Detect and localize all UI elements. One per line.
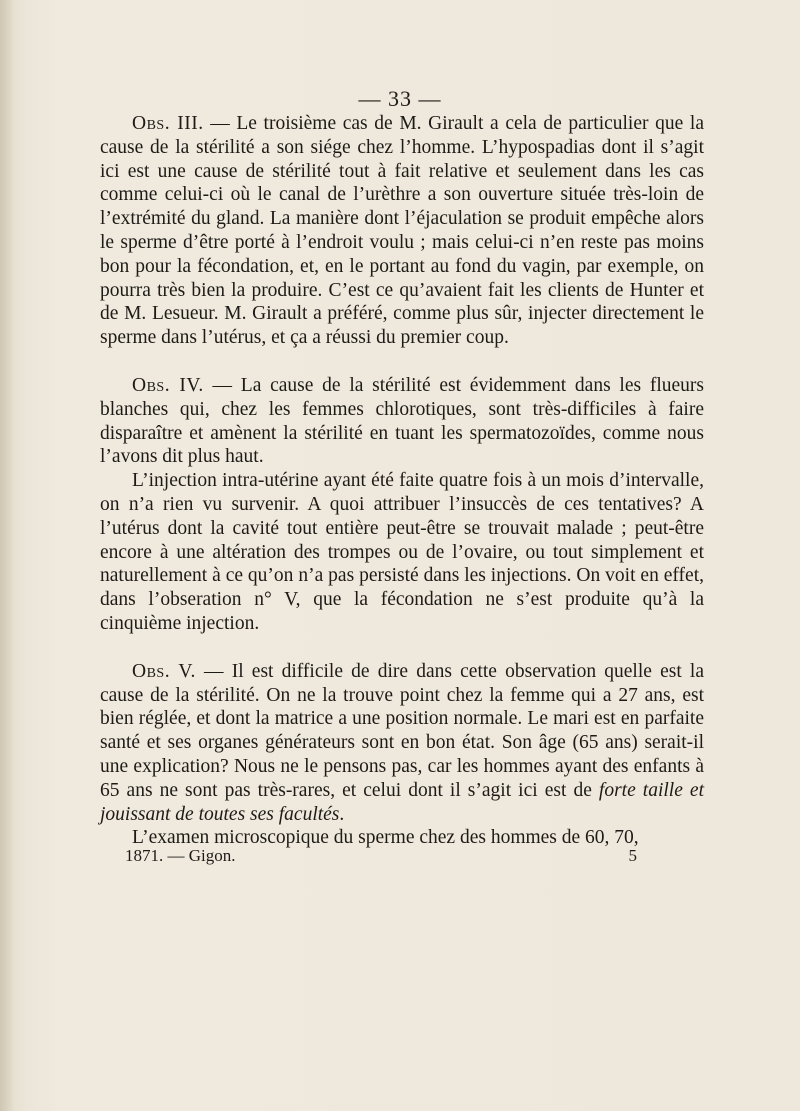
paragraph-text-end: . [339,803,345,825]
paragraph-text: L’examen microscopique du sperme chez des hommes de 60, 70, [132,827,639,849]
observation-label: Obs. III. [132,113,204,134]
page-binding-edge [0,0,14,1111]
paragraph-obs-5 [100,660,704,827]
observation-label: Obs. V. [132,660,196,682]
paragraph-injection [100,469,704,636]
paragraph-text: — Il est difficile de dire dans cette observation quelle est la cause de la stérilité. On ne la trouve point chez la femme qui a 27 ans, est bien réglée, et dont la matrice a une position normale. Le mari est en parfaite santé et ses organes générateurs sont en bon état. Son âge (65 ans) serait-il une explication? Nous ne le pensons pas, car les hommes ayant des enfants à 65 ans ne sont pas très-rares, et celui dont il s’agit ici est de [100,660,704,801]
footer-signature: 1871. — Gigon. [125,846,236,865]
paragraph-italic-text: forte taille et jouissant de toutes ses facultés [100,779,704,825]
page-footer [125,846,637,866]
observation-label: Obs. IV. [132,374,204,396]
paragraph-text: L’injection intra-utérine ayant été faite quatre fois à un mois d’intervalle, on n’a rien vu survenir. A quoi attribuer l’insuccès de ces tentatives? A l’utérus dont la cavité tout entière peut-être se trouvait malade ; peut-être encore à une altération des trompes ou de l’ovaire, ou tout simplement et naturellement à ce qu’on n’a pas persisté dans les injections. On voit en effet, dans l’obseration n° V, que la fécondation ne s’est produite qu’à la cinquième injection. [100,470,704,634]
page-number: — 33 — [358,86,442,111]
paragraph-text: — Le troisième cas de M. Girault a cela de particulier que la cause de la stérilité a son siége chez l’homme. L’hypospadias dont il s’agit ici est une cause de stérilité tout à fait relative et seulement dans les cas comme celui-ci où le canal de l’urèthre a son ouverture située très-loin de l’extrémité du gland. La manière dont l’éjaculation se produit empêche alors le sperme d’être porté à l’endroit voulu ; mais celui-ci n’en reste pas moins bon pour la fécondation, et, en le portant au fond du vagin, par exemple, on pourra très bien la produire. C’est ce qu’avaient fait les clients de Hunter et de M. Lesueur. M. Girault a préféré, comme plus sûr, injecter directement le sperme dans l’utérus, et ça a réussi du premier coup. [100,113,704,349]
body-text [100,112,704,850]
paragraph-obs-3 [100,112,704,350]
footer-sheet-number: 5 [628,846,637,865]
paragraph-obs-4 [100,374,704,469]
paragraph-text: — La cause de la stérilité est évidemment dans les flueurs blanches qui, chez les femmes chlorotiques, sont très-difficiles à faire disparaître et amènent la stérilité en tuant les spermatozoïdes, comme nous l’avons dit plus haut. [100,374,704,468]
